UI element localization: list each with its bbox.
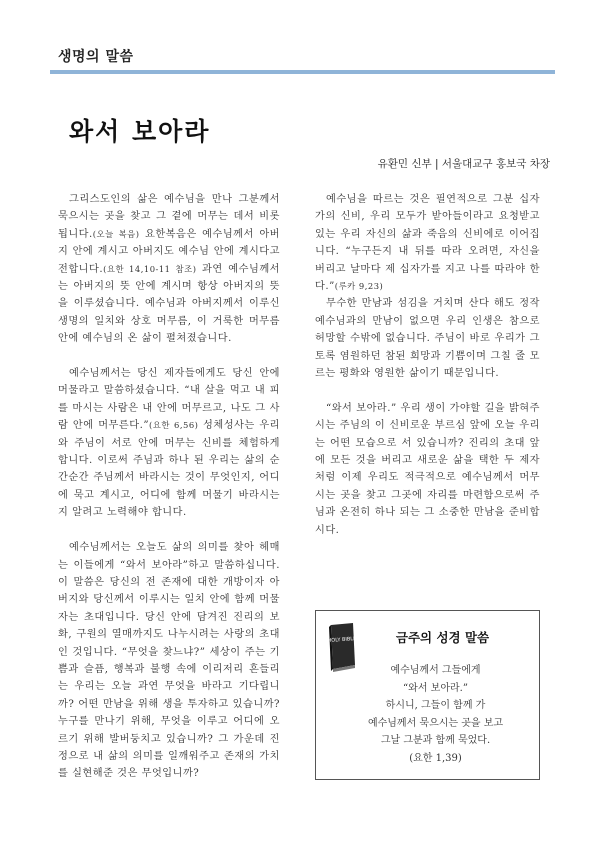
article-column-left	[58, 191, 280, 783]
paragraph-text: 무수한 만남과 섬김을 거치며 산다 해도 정작 예수님과의 만남이 없으면 우리 인생은 참으로 허망할 수밖에 없습니다. 주님이 바로 우리가 그토록 염원하던 참된 희망과 기쁨이며 그칠 줄 모르는 평화와 영원한 삶이기 때문입니다.	[315, 298, 540, 380]
paragraph-text: “와서 보아라.” 우리 생이 가야할 길을 밝혀주시는 주님의 이 신비로운 부르심 앞에 오늘 우리는 어떤 모습으로 서 있습니까? 진리의 초대 앞에 모든 것을 버리고 새로운 삶을 택한 두 제자처럼 이제 우리도 적극적으로 예수님께서 머무시는 곳을 찾고 그곳에 자리를 마련함으로써 주님과 온전히 하나 되는 그 소중한 만남을 준비합시다.	[315, 402, 540, 536]
paragraph-text: 요한복음은 예수님께서 아버지 안에 계시고 아버지도 예수님 안에 계시다고 전합니다.	[58, 228, 280, 275]
verse-reference: (요한 1,39)	[409, 752, 462, 764]
paragraph-text: 예수님께서는 오늘도 삶의 의미를 찾아 헤매는 이들에게 “와서 보아라”하고 말씀하십니다. 이 말씀은 당신의 전 존재에 대한 개방이자 아버지와 당신께서 이루시는 일치 안에 함께 머물자는 초대입니다. 당신 안에 담겨진 진리의 보화, 구원의 열매까지도 나누시려는 사랑의 초대인 것입니다. “무엇을 찾느냐?” 세상이 주는 기쁨과 슬픔, 행복과 불행 속에 이리저리 흔들리는 우리는 오늘 과연 무엇을 바라고 기다립니까? 어떤 만남을 위해 생을 투자하고 있습니까? 누구를 만나기 위해, 무엇을 이루고 어디에 오르기 위해 발버둥치고 있습니까? 그 가운데 진정으로 내 삶의 의미를 일깨워주고 존재의 가치를 실현해준 것은 무엇입니까?	[58, 542, 280, 780]
author-byline: 유환민 신부 | 서울대교구 홍보국 차장	[377, 158, 550, 170]
paragraph-text: 과연 예수님께서는 아버지의 뜻 안에 계시며 항상 아버지의 뜻을 이루셨습니다. 예수님과 아버지께서 이루신 생명의 일치와 상호 머무름, 이 거룩한 머무름 안에 예수님의 온 삶이 펼쳐졌습니다.	[58, 263, 280, 345]
paragraph-2	[58, 365, 280, 522]
verse-line: 예수님께서 그들에게	[390, 665, 481, 676]
scripture-reference: (요한 6,56)	[149, 420, 199, 431]
header-rule	[50, 70, 555, 74]
bible-cover-text: HOLY BIBLE	[327, 636, 357, 644]
verse-line: 그날 그분과 함께 묵었다.	[380, 735, 491, 747]
paragraph-text: 그리스도인의 삶은 예수님을 만나 그분께서 묵으시는 곳을 찾고 그 곁에 머무는 데서 비롯됩니다.	[58, 194, 280, 240]
paragraph-1	[58, 191, 280, 348]
verse-line: “와서 보아라.”	[403, 682, 468, 694]
weekly-verse-box	[315, 610, 540, 780]
paragraph-text: 예수님을 따르는 것은 필연적으로 그분 십자가의 신비, 우리 모두가 받아들이라고 요청받고 있는 우리 자신의 삶과 죽음의 신비에로 이어집니다. “누구든지 내 뒤를 따라 오려면, 자신을 버리고 날마다 제 십자가를 지고 나를 따라야 한다.”	[315, 194, 540, 293]
article-column-right	[315, 191, 540, 539]
paragraph-6	[315, 400, 540, 539]
paragraph-5	[315, 295, 540, 382]
paragraph-4	[315, 191, 540, 295]
verse-line: 하시니, 그들이 함께 가	[385, 700, 486, 712]
scripture-reference: (요한 14,10-11 참조)	[103, 263, 197, 274]
scripture-reference: (루카 9,23)	[334, 281, 384, 292]
paragraph-3	[58, 539, 280, 783]
section-label: 생명의 말씀	[58, 49, 134, 65]
verse-line: 예수님께서 묵으시는 곳을 보고	[367, 717, 504, 729]
scripture-reference: (오늘 복음)	[92, 228, 140, 239]
paragraph-text: 예수님께서는 당신 제자들에게도 당신 안에 머물라고 말씀하셨습니다. “내 살을 먹고 내 피를 마시는 사람은 내 안에 머무르고, 나도 그 사람 안에 머무른다.”	[58, 368, 280, 432]
paragraph-text: 성체성사는 우리와 주님이 서로 안에 머무는 신비를 체험하게 합니다. 이로써 주님과 하나 된 우리는 삶의 순간순간 주님께서 바라시는 것이 무엇인지, 어디에 묵고 계시고, 어디에 함께 머물기 바라시는지 알려고 노력해야 합니다.	[58, 420, 280, 519]
verse-box-title: 금주의 성경 말씀	[395, 630, 490, 645]
page-title: 와서 보아라	[69, 117, 211, 146]
verse-text	[316, 662, 541, 768]
